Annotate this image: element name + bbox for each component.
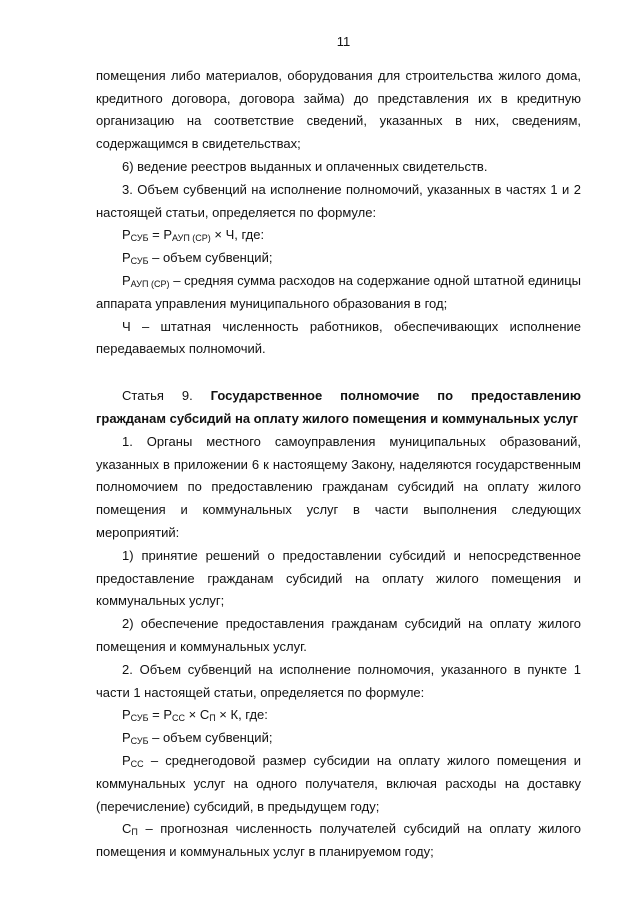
section-gap: [96, 361, 581, 385]
formula-line: $Р_{СУБ} = Р_{АУП (СР)} \times Ч$, где:: [122, 227, 265, 244]
paragraph: 1. Органы местного самоуправления муниципальных образований, указанных в приложении 6 к настоящему Закону, наделяются государственным полномочием по предоставлению гражданам субсидий на оплату жилого помещения и коммунальных услуг в части выполнения следующих мероприятий:: [96, 433, 581, 540]
paragraph: 1) принятие решений о предоставлении субсидий и непосредственное предоставление гражданам субсидий на оплату жилого помещения и коммунальных услуг;: [96, 547, 581, 609]
article-label: Статья 9.: [122, 388, 193, 404]
paragraph: 3. Объем субвенций на исполнение полномочий, указанных в частях 1 и 2 настоящей статьи, определяется по формуле:: [96, 181, 581, 220]
formula-definition: $Р_{СУБ}$ – объем субвенций;: [122, 250, 273, 267]
formula-definition: $Р_{СУБ}$ – объем субвенций;: [122, 730, 273, 747]
paragraph: помещения либо материалов, оборудования для строительства жилого дома, кредитного договора, договора займа) до представления их в кредитную организацию на соответствие сведений, указанных в них, сведениям, содержащимся в свидетельствах;: [96, 67, 581, 152]
article-heading: [96, 385, 581, 431]
paragraph: 6) ведение реестров выданных и оплаченных свидетельств.: [122, 158, 488, 174]
article-title: Государственное полномочие по предоставлению гражданам субсидий на оплату жилого помещения и коммунальных услуг: [96, 388, 581, 426]
paragraph: 2. Объем субвенций на исполнение полномочия, указанного в пункте 1 части 1 настоящей статьи, определяется по формуле:: [96, 661, 581, 700]
formula-definition: Ч – штатная численность работников, обеспечивающих исполнение передаваемых полномочий.: [96, 318, 581, 357]
formula-definition: $С_П$ – прогнозная численность получателей субсидий на оплату жилого помещения и коммунальных услуг в планируемом году;: [96, 821, 581, 860]
formula-definition: $Р_{СС}$ – среднегодовой размер субсидии на оплату жилого помещения и коммунальных услуг на одного получателя, включая расходы на доставку (перечисление) субсидий, в предыдущем году;: [96, 752, 581, 814]
paragraph: 2) обеспечение предоставления гражданам субсидий на оплату жилого помещения и коммунальных услуг.: [96, 616, 581, 654]
formula-definition: $Р_{АУП (СР)}$ – средняя сумма расходов на содержание одной штатной единицы аппарата управления муниципального образования в год;: [96, 272, 581, 311]
page-number: 11: [336, 34, 351, 49]
formula-line: $Р_{СУБ} = Р_{СС} \times С_П \times К$, где:: [122, 707, 268, 724]
